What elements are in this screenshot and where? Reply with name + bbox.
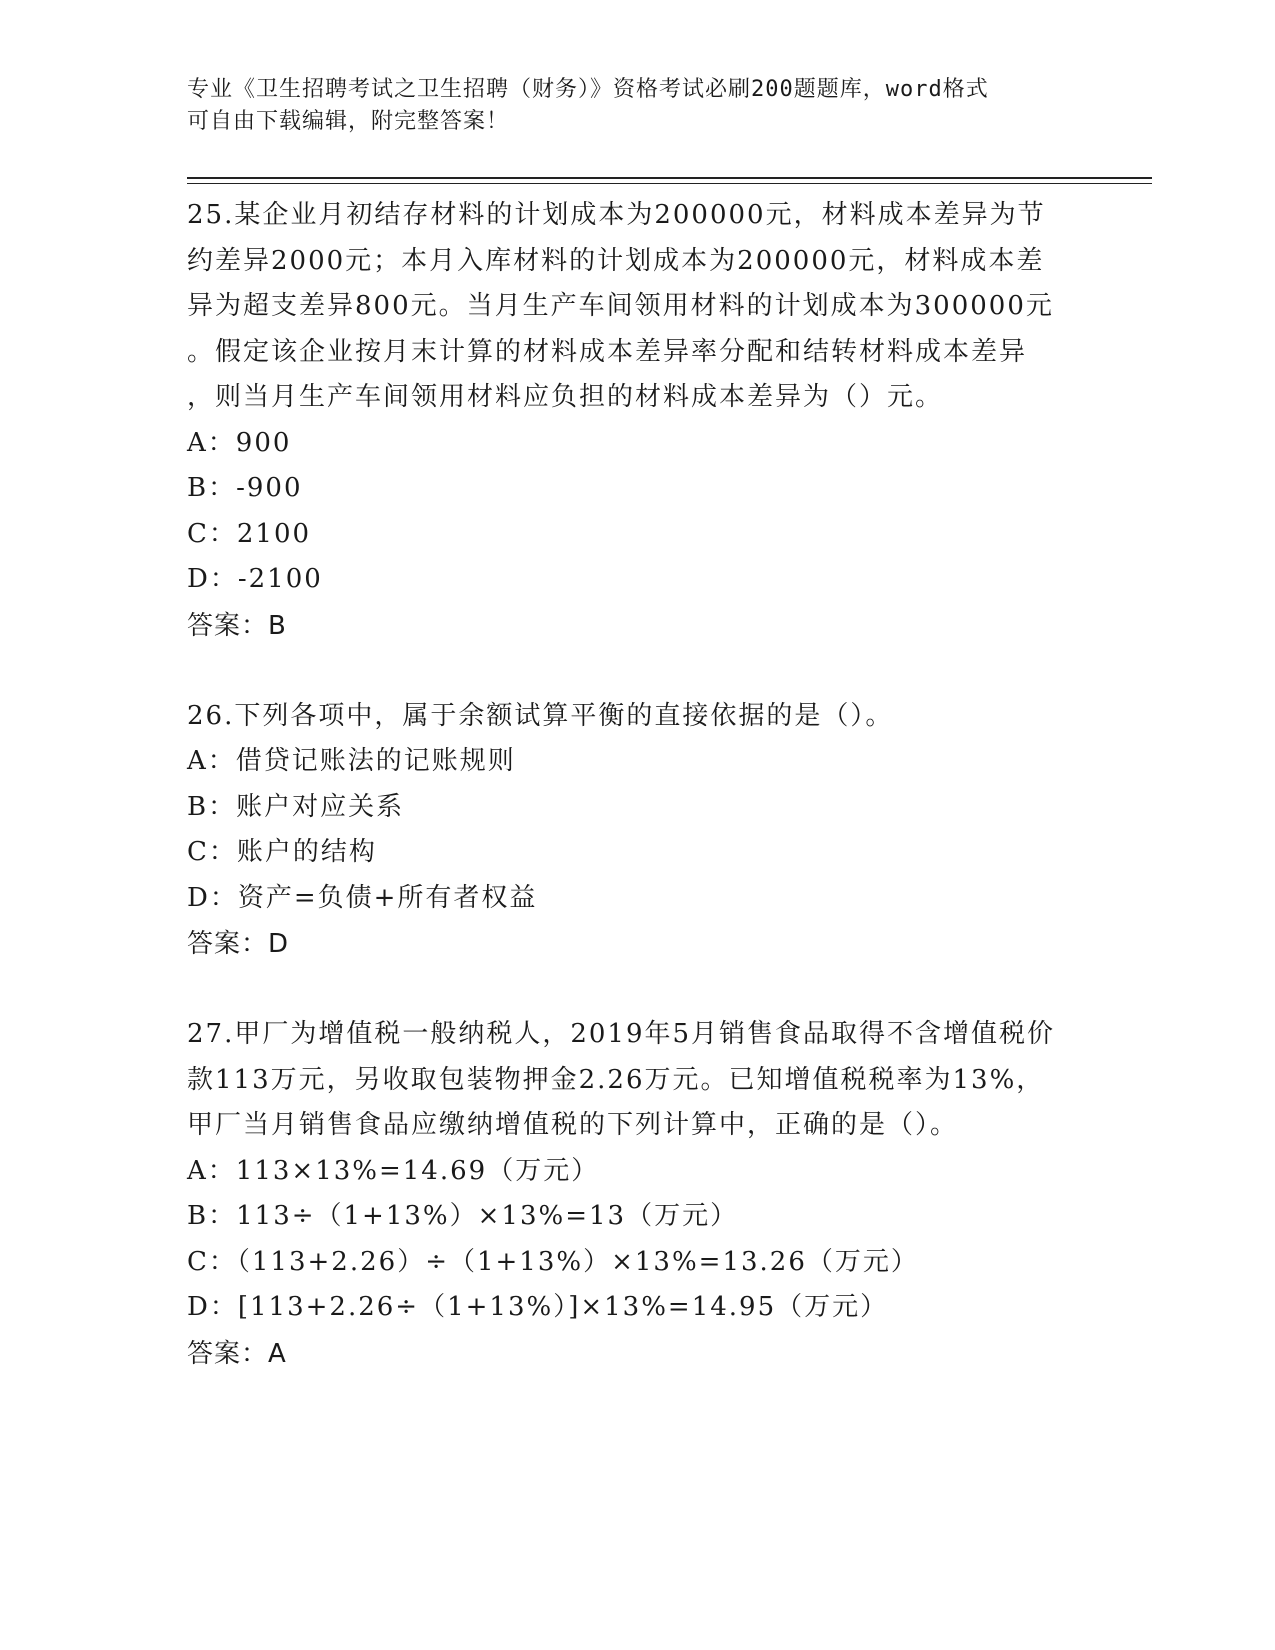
question-line: 26.下列各项中，属于余额试算平衡的直接依据的是（）。	[187, 700, 894, 731]
question-line: ，则当月生产车间领用材料应负担的材料成本差异为（）元。	[187, 382, 944, 412]
header-divider-top	[187, 177, 1152, 179]
question-line: 约差异2000元；本月入库材料的计划成本为200000元，材料成本差	[187, 245, 1045, 276]
answer-line: 答案：A	[187, 1338, 287, 1369]
option-b: B：113÷（1+13%）×13%=13（万元）	[187, 1201, 739, 1231]
header-line: 可自由下载编辑，附完整答案！	[187, 109, 510, 134]
option-b: B：账户对应关系	[187, 791, 405, 822]
option-d: D：-2100	[187, 564, 323, 594]
option-c: C：账户的结构	[187, 837, 377, 867]
header-line: 专业《卫生招聘考试之卫生招聘（财务）》资格考试必刷200题题库，word格式	[187, 77, 989, 102]
option-a: A：借贷记账法的记账规则	[187, 746, 516, 776]
question-line: 甲厂当月销售食品应缴纳增值税的下列计算中，正确的是（）。	[187, 1110, 959, 1140]
question-27	[187, 1012, 1087, 1377]
question-text	[187, 694, 1087, 740]
option-a: A：900	[187, 427, 292, 458]
question-line: 27.甲厂为增值税一般纳税人，2019年5月销售食品取得不含增值税价	[187, 1019, 1056, 1049]
answer-line: 答案：D	[187, 929, 290, 959]
question-25	[187, 193, 1087, 649]
answer-line: 答案：B	[187, 610, 287, 641]
option-c: C：2100	[187, 518, 312, 549]
question-list	[187, 193, 1087, 1422]
header-divider-bottom	[187, 183, 1152, 184]
option-a: A：113×13%=14.69（万元）	[187, 1155, 600, 1186]
question-line: 异为超支差异800元。当月生产车间领用材料的计划成本为300000元	[187, 291, 1054, 321]
question-line: 。假定该企业按月末计算的材料成本差异率分配和结转材料成本差异	[187, 336, 1028, 367]
option-d: D：资产=负债+所有者权益	[187, 882, 538, 913]
option-c: C：（113+2.26）÷（1+13%）×13%=13.26（万元）	[187, 1246, 919, 1277]
option-b: B：-900	[187, 473, 303, 503]
question-text	[187, 193, 1087, 421]
document-header	[187, 74, 1067, 138]
question-line: 款113万元，另收取包装物押金2.26万元。已知增值税税率为13%，	[187, 1064, 1045, 1095]
question-26	[187, 694, 1087, 968]
option-d: D：[113+2.26÷（1+13%）]×13%=14.95（万元）	[187, 1292, 889, 1322]
question-line: 25.某企业月初结存材料的计划成本为200000元，材料成本差异为节	[187, 200, 1046, 230]
question-text	[187, 1012, 1087, 1149]
